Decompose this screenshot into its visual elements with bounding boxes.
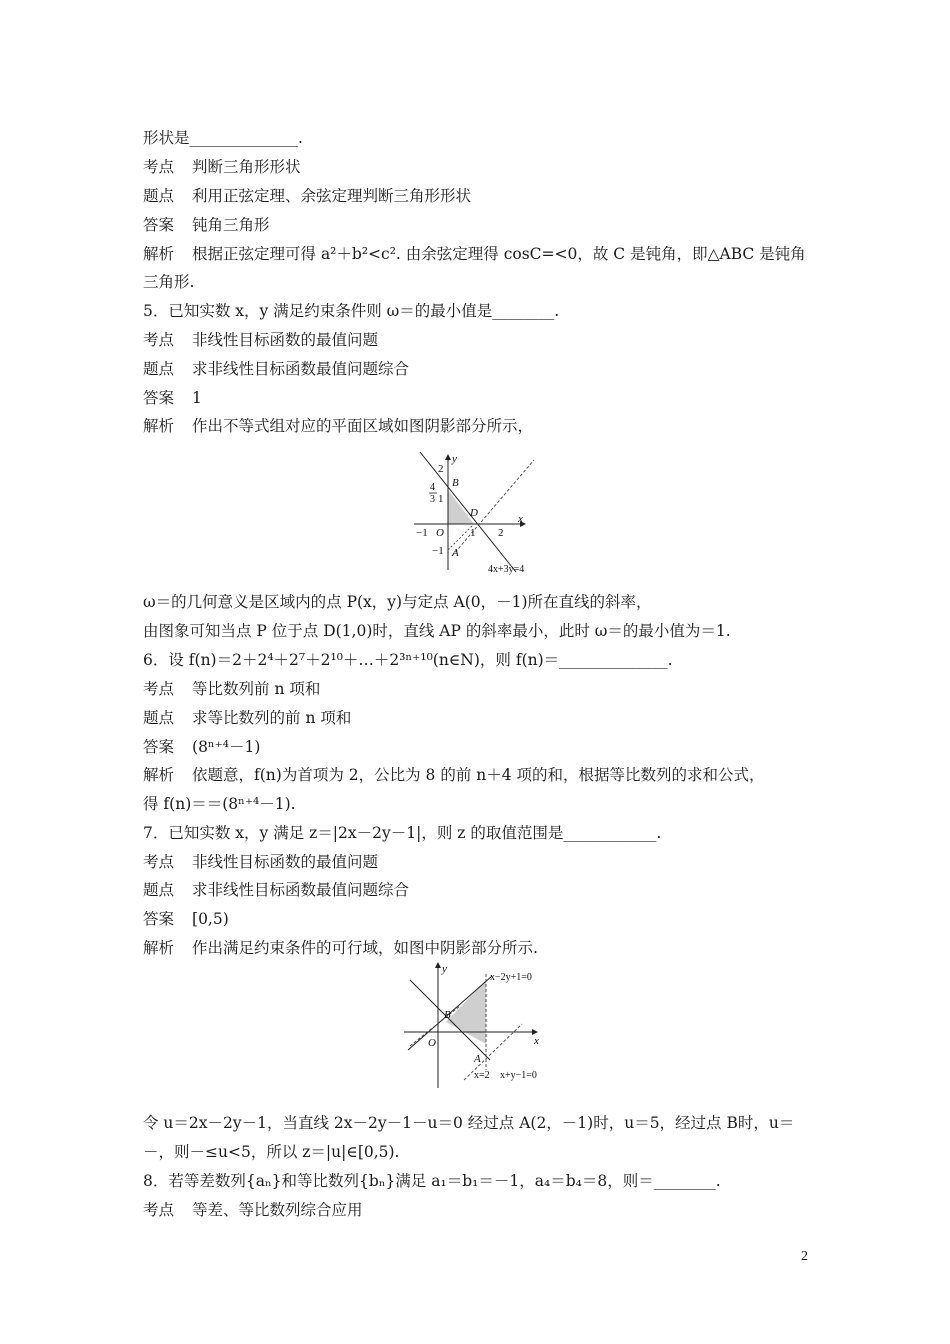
line-text: (8ⁿ⁺⁴－1) — [192, 738, 261, 756]
text-line — [143, 301, 559, 321]
text-line — [143, 823, 661, 843]
text-line — [143, 765, 765, 785]
line-text: 等差、等比数列综合应用 — [192, 1201, 363, 1219]
text-line — [143, 650, 673, 670]
line-label: 题点 — [143, 187, 175, 205]
line-text: 1 — [192, 389, 202, 407]
line-label: 答案 — [143, 216, 175, 234]
line-text: 判断三角形形状 — [192, 158, 301, 176]
line-text: 作出满足约束条件的可行域，如图中阴影部分所示. — [192, 939, 538, 957]
line-text: 求非线性目标函数最值问题综合 — [192, 881, 410, 899]
line-text: 非线性目标函数的最值问题 — [192, 331, 379, 349]
text-line — [143, 1200, 363, 1220]
line-text: 等比数列前 n 项和 — [192, 680, 321, 698]
text-line — [143, 215, 270, 235]
text-line — [143, 1171, 721, 1191]
shaded-region — [446, 980, 486, 1044]
text-line — [143, 880, 409, 900]
line2-label: x=2 — [474, 1070, 490, 1081]
answer-blank: ____________ — [563, 824, 657, 842]
figure-2-feasible-region — [400, 958, 560, 1092]
frac-4: 4 — [430, 482, 435, 493]
figure-1-feasible-region — [412, 452, 542, 578]
text-line — [143, 938, 538, 958]
text-line — [143, 852, 378, 872]
line-label: 答案 — [143, 910, 175, 928]
text-line — [143, 330, 378, 350]
x-axis-label: x — [534, 1035, 539, 1047]
point-B: B — [452, 477, 459, 489]
answer-blank: ________ — [492, 302, 555, 320]
line-label: 考点 — [143, 1201, 175, 1219]
y-axis-label: y — [452, 453, 457, 465]
y-axis-arrow — [435, 962, 441, 968]
text-line — [143, 708, 351, 728]
text-line — [143, 157, 301, 177]
line1-label: x−2y+1=0 — [490, 972, 532, 983]
line-label: 解析 — [143, 417, 175, 435]
line-label: 答案 — [143, 738, 175, 756]
line-text: 钝角三角形 — [192, 216, 270, 234]
text-line — [143, 244, 806, 264]
text-line — [143, 186, 471, 206]
tick-1-y: 1 — [438, 493, 444, 505]
line-text: 8．若等差数列{aₙ}和等比数列{bₙ}满足 a₁＝b₁＝－1，a₄＝b₄＝8，则＝ — [143, 1172, 654, 1190]
page-number: 2 — [801, 1249, 808, 1264]
answer-blank: ________ — [653, 1172, 716, 1190]
line-text: [0,5) — [192, 910, 229, 928]
line-text: 根据正弦定理可得 a²＋b²<c². 由余弦定理得 cosC=<0，故 C 是钝角，即△ABC 是钝角 — [192, 245, 806, 263]
tick-2-x: 2 — [498, 527, 504, 539]
line-text: 利用正弦定理、余弦定理判断三角形形状 — [192, 187, 472, 205]
line-tail: . — [298, 129, 303, 147]
answer-blank: ______________ — [189, 129, 299, 147]
line-text: 令 u＝2x－2y－1，当直线 2x－2y－1－u＝0 经过点 A(2，－1)时，u＝5，经过点 B时，u＝ — [143, 1114, 795, 1132]
point-A: A — [474, 1053, 481, 1065]
line-text: 6．设 f(n)＝2＋2⁴＋2⁷＋2¹⁰＋…＋2³ⁿ⁺¹⁰(n∈N)，则 f(n)＝ — [143, 651, 560, 669]
line-text: 5．已知实数 x，y 满足约束条件则 ω＝的最小值是 — [143, 302, 493, 320]
text-line — [143, 909, 229, 929]
line-text: 作出不等式组对应的平面区域如图阴影部分所示， — [192, 417, 534, 435]
text-line — [143, 1113, 794, 1133]
text-line — [143, 416, 533, 436]
line-text: 非线性目标函数的最值问题 — [192, 853, 379, 871]
line-label: 4x+3y=4 — [488, 564, 525, 575]
tick-neg1-y: −1 — [432, 545, 444, 557]
line-text: 形状是 — [143, 129, 190, 147]
x-axis-label: x — [518, 513, 523, 525]
point-A: A — [452, 547, 459, 559]
line-text: 求等比数列的前 n 项和 — [192, 709, 352, 727]
line-text: 求非线性目标函数最值问题综合 — [192, 360, 410, 378]
text-line — [143, 592, 652, 612]
text-line — [143, 679, 320, 699]
text-line — [143, 388, 202, 408]
text-line — [143, 621, 731, 641]
text-line — [143, 1142, 400, 1162]
point-D: D — [470, 507, 478, 519]
line-text: 7．已知实数 x，y 满足 z＝|2x－2y－1|，则 z 的取值范围是 — [143, 824, 564, 842]
line-label: 解析 — [143, 245, 175, 263]
line-text: 依题意，f(n)为首项为 2，公比为 8 的前 n＋4 项的和，根据等比数列的求和公式， — [192, 766, 765, 784]
line-label: 解析 — [143, 766, 175, 784]
line-label: 题点 — [143, 360, 175, 378]
line-text: 三角形. — [143, 273, 195, 291]
line-label: 考点 — [143, 680, 175, 698]
point-B: B — [444, 1009, 451, 1021]
line-text: 由图象可知当点 P 位于点 D(1,0)时，直线 AP 的斜率最小，此时 ω＝的最小值为＝1. — [143, 622, 731, 640]
line-label: 考点 — [143, 331, 175, 349]
text-line — [143, 359, 409, 379]
origin-O: O — [428, 1037, 436, 1049]
line-text: －，则－≤u<5，所以 z＝|u|∈[0,5). — [143, 1143, 400, 1161]
line-text: ω＝的几何意义是区域内的点 P(x，y)与定点 A(0，－1)所在直线的斜率， — [143, 593, 652, 611]
line-label: 考点 — [143, 853, 175, 871]
line-tail: . — [656, 824, 662, 842]
answer-blank: ______________ — [559, 651, 668, 669]
text-line — [143, 737, 260, 757]
tick-neg1-x: −1 — [416, 527, 428, 539]
line3-label: x+y−1=0 — [500, 1070, 537, 1081]
y-axis-arrow — [445, 454, 451, 460]
line-tail: . — [715, 1172, 721, 1190]
origin-O: O — [436, 527, 444, 539]
line-label: 考点 — [143, 158, 175, 176]
line-label: 题点 — [143, 881, 175, 899]
y-axis-label: y — [442, 963, 447, 975]
text-line — [143, 794, 296, 814]
frac-3: 3 — [430, 494, 435, 505]
tick-1-x: 1 — [470, 527, 476, 539]
text-line — [143, 272, 194, 292]
text-line — [143, 128, 303, 148]
line-text: 得 f(n)＝＝(8ⁿ⁺⁴－1). — [143, 795, 296, 813]
line-label: 题点 — [143, 709, 175, 727]
line-label: 答案 — [143, 389, 175, 407]
line-tail: . — [554, 302, 560, 320]
tick-2-y: 2 — [438, 463, 444, 475]
line-label: 解析 — [143, 939, 175, 957]
line-tail: . — [667, 651, 673, 669]
